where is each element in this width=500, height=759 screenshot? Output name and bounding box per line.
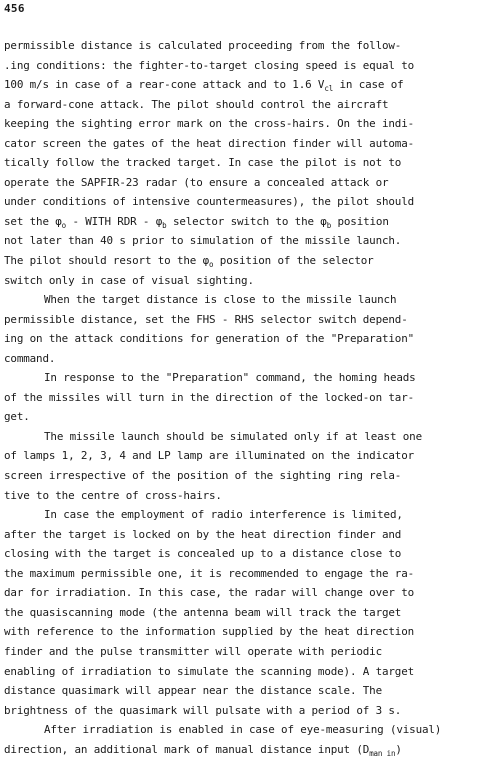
text-run: In response to the "Preparation" command, the homing heads xyxy=(44,371,416,385)
text-run: The missile launch should be simulated only if at least one xyxy=(44,429,422,443)
text-run: keeping the sighting error mark on the cross-hairs. On the indi- xyxy=(4,117,415,131)
text-line xyxy=(4,525,496,545)
text-line xyxy=(4,388,496,408)
text-line xyxy=(4,564,496,584)
text-run: In case the employment of radio interference is limited, xyxy=(44,508,403,522)
text-line xyxy=(4,701,496,721)
subscript: b xyxy=(162,220,167,230)
text-run: permissible distance is calculated proceeding from the follow- xyxy=(4,39,402,52)
text-line xyxy=(4,192,496,212)
text-line xyxy=(4,173,496,193)
text-run: after the target is locked on by the heat direction finder and xyxy=(4,527,402,541)
text-line xyxy=(4,36,496,56)
text-run: The pilot should resort to the φ xyxy=(4,254,210,268)
text-run: get. xyxy=(4,410,30,424)
text-run: a forward-cone attack. The pilot should control the aircraft xyxy=(4,97,389,111)
text-line xyxy=(4,642,496,662)
text-run: operate the SAPFIR-23 radar (to ensure a concealed attack or xyxy=(4,175,389,189)
body-text xyxy=(4,36,496,759)
text-line xyxy=(4,466,496,486)
text-run: ) xyxy=(395,742,402,756)
text-run: - WITH RDR - φ xyxy=(66,214,163,228)
text-line xyxy=(4,544,496,564)
text-run: .ing conditions: the fighter-to-target closing speed is equal to xyxy=(4,58,415,72)
text-line xyxy=(4,251,496,271)
text-line xyxy=(4,622,496,642)
text-line xyxy=(4,681,496,701)
text-line xyxy=(4,212,496,232)
text-run: set the φ xyxy=(4,214,62,228)
text-run: of the missiles will turn in the direction of the locked-on tar- xyxy=(4,390,415,404)
text-run: in case of xyxy=(333,78,404,92)
text-line xyxy=(4,662,496,682)
text-run: the quasiscanning mode (the antenna beam will track the target xyxy=(4,605,402,619)
text-run: position of the selector xyxy=(213,254,374,268)
subscript: b xyxy=(326,220,332,230)
text-line xyxy=(4,427,496,447)
text-line xyxy=(4,407,496,427)
text-line xyxy=(4,583,496,603)
text-run: the maximum permissible one, it is recommended to engage the ra- xyxy=(4,566,415,580)
text-run: screen irrespective of the position of the sighting ring rela- xyxy=(4,469,402,483)
text-run: tically follow the tracked target. In case the pilot is not to xyxy=(4,156,402,170)
text-run: command. xyxy=(4,351,56,365)
text-line xyxy=(4,95,496,115)
text-line xyxy=(4,505,496,525)
text-line xyxy=(4,720,496,740)
subscript: o xyxy=(209,260,214,270)
text-run: brightness of the quasimark will pulsate with a period of 3 s. xyxy=(4,703,402,717)
text-line xyxy=(4,310,496,330)
text-line xyxy=(4,153,496,173)
subscript: o xyxy=(61,220,67,230)
text-run: tive to the centre of cross-hairs. xyxy=(4,488,222,502)
text-run: cator screen the gates of the heat direction finder will automa- xyxy=(4,136,415,150)
text-run: position xyxy=(331,214,389,228)
text-line xyxy=(4,134,496,154)
text-run: selector switch to the φ xyxy=(166,214,327,228)
text-line xyxy=(4,603,496,623)
text-run: After irradiation is enabled in case of eye-measuring (visual) xyxy=(44,723,442,737)
text-run: permissible distance, set the FHS - RHS selector switch depend- xyxy=(4,312,408,326)
text-run: not later than 40 s prior to simulation of the missile launch. xyxy=(4,234,402,248)
text-line xyxy=(4,446,496,466)
text-line xyxy=(4,56,496,76)
subscript: man in xyxy=(369,748,396,758)
text-run: switch only in case of visual sighting. xyxy=(4,273,254,287)
text-line xyxy=(4,290,496,310)
text-line xyxy=(4,740,496,759)
text-line xyxy=(4,349,496,369)
text-run: When the target distance is close to the missile launch xyxy=(44,293,397,307)
text-line xyxy=(4,231,496,251)
text-line xyxy=(4,329,496,349)
text-line xyxy=(4,75,496,95)
text-run: finder and the pulse transmitter will operate with periodic xyxy=(4,644,382,658)
text-line xyxy=(4,368,496,388)
text-run: 100 m/s in case of a rear-cone attack and to 1.6 V xyxy=(4,78,325,92)
text-run: dar for irradiation. In this case, the radar will change over to xyxy=(4,586,415,600)
text-run: ing on the attack conditions for generation of the "Preparation" xyxy=(4,332,415,346)
text-run: with reference to the information supplied by the heat direction xyxy=(4,625,415,639)
text-run: of lamps 1, 2, 3, 4 and LP lamp are illuminated on the indicator xyxy=(4,449,415,463)
text-line xyxy=(4,271,496,291)
text-run: under conditions of intensive countermeasures), the pilot should xyxy=(4,195,415,209)
text-run: enabling of irradiation to simulate the scanning mode). A target xyxy=(4,664,415,678)
text-line xyxy=(4,114,496,134)
text-line xyxy=(4,486,496,506)
subscript: cl xyxy=(324,84,334,94)
page-number: 456 xyxy=(4,2,25,15)
text-run: closing with the target is concealed up to a distance close to xyxy=(4,547,402,561)
text-run: direction, an additional mark of manual distance input (D xyxy=(4,742,370,756)
text-run: distance quasimark will appear near the distance scale. The xyxy=(4,684,382,698)
